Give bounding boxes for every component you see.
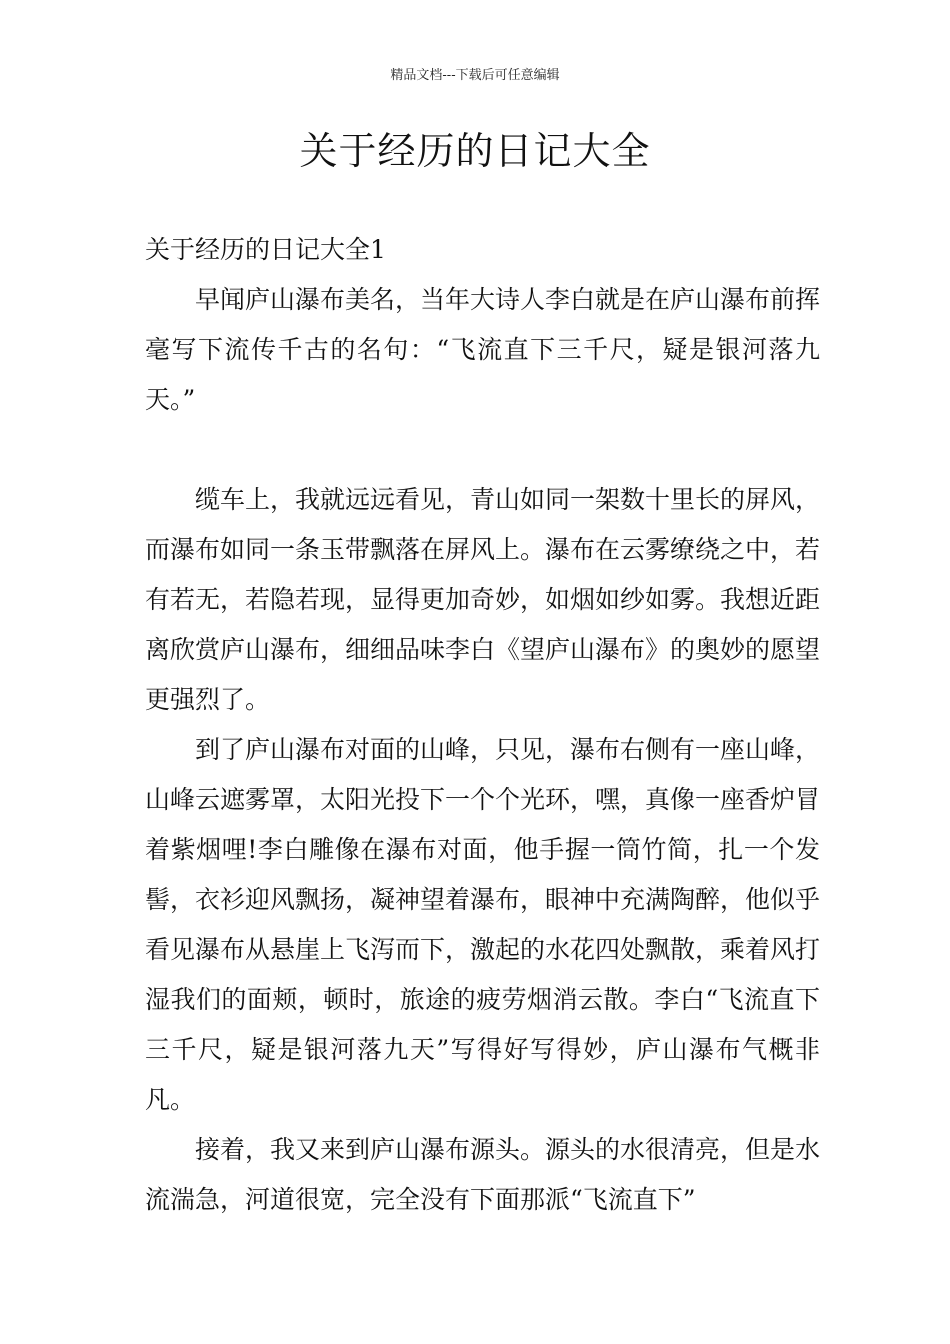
document-title: 关于经历的日记大全 bbox=[299, 129, 651, 173]
paragraph-spacer bbox=[145, 425, 820, 475]
document-body bbox=[145, 225, 820, 1225]
paragraph-2: 缆车上，我就远远看见，青山如同一架数十里长的屏风，而瀑布如同一条玉带飘落在屏风上。瀑布在云雾缭绕之中，若有若无，若隐若现，显得更加奇妙，如烟如纱如雾。我想近距离欣赏庐山瀑布，细细品味李白《望庐山瀑布》的奥妙的愿望更强烈了。 bbox=[145, 485, 821, 714]
paragraph-3: 到了庐山瀑布对面的山峰，只见，瀑布右侧有一座山峰，山峰云遮雾罩，太阳光投下一个个光环，嘿，真像一座香炉冒着紫烟哩!李白雕像在瀑布对面，他手握一筒竹简，扎一个发髻，衣衫迎风飘扬，凝神望着瀑布，眼神中充满陶醉，他似乎看见瀑布从悬崖上飞泻而下，激起的水花四处飘散，乘着风打湿我们的面颊，顿时，旅途的疲劳烟消云散。李白“飞流直下三千尺，疑是银河落九天”写得好写得妙，庐山瀑布气概非凡。 bbox=[145, 735, 821, 1114]
paragraph-4: 接着，我又来到庐山瀑布源头。源头的水很清亮，但是水流湍急，河道很宽，完全没有下面那派“飞流直下” bbox=[145, 1135, 821, 1214]
section-heading: 关于经历的日记大全1 bbox=[145, 235, 386, 264]
page-header-note: 精品文档---下载后可任意编辑 bbox=[390, 68, 560, 83]
paragraph-1: 早闻庐山瀑布美名，当年大诗人李白就是在庐山瀑布前挥毫写下流传千古的名句：“飞流直下三千尺，疑是银河落九天。” bbox=[145, 285, 821, 414]
